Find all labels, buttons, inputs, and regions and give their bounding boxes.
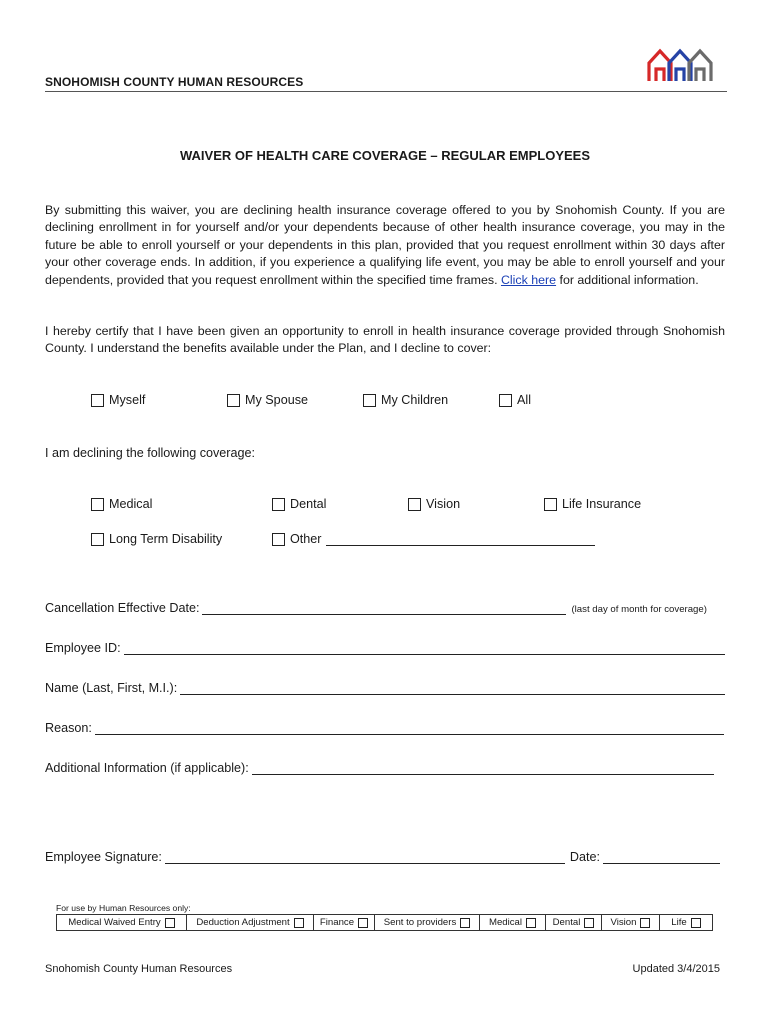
checkbox-other[interactable] <box>272 532 595 546</box>
checkbox-box[interactable] <box>408 498 421 511</box>
hr-cell-medical-waived-entry[interactable]: Medical Waived Entry <box>57 915 187 930</box>
organization-name: SNOHOMISH COUNTY HUMAN RESOURCES <box>45 75 304 89</box>
checkbox-my-children[interactable] <box>363 393 448 407</box>
checkbox-medical[interactable] <box>91 497 152 511</box>
name-row <box>45 681 725 695</box>
hr-cell-vision[interactable]: Vision <box>602 915 660 930</box>
hr-checkbox[interactable] <box>165 918 175 928</box>
hr-cell-dental[interactable]: Dental <box>546 915 602 930</box>
footer-updated-date: Updated 3/4/2015 <box>632 963 720 975</box>
additional-info-row <box>45 761 714 775</box>
hr-cell-finance[interactable]: Finance <box>314 915 375 930</box>
reason-row <box>45 721 724 735</box>
employee-id-label: Employee ID: <box>45 641 121 655</box>
checkbox-label: Long Term Disability <box>109 532 223 546</box>
cancellation-date-hint: (last day of month for coverage) <box>571 604 707 615</box>
hr-checkbox[interactable] <box>460 918 470 928</box>
checkbox-box[interactable] <box>544 498 557 511</box>
additional-info-label: Additional Information (if applicable): <box>45 761 249 775</box>
checkbox-label: Myself <box>109 393 146 407</box>
checkbox-label: Medical <box>109 497 153 511</box>
hr-checkbox[interactable] <box>526 918 536 928</box>
checkbox-box[interactable] <box>272 533 285 546</box>
other-input-line[interactable] <box>326 532 595 546</box>
checkbox-long-term-disability[interactable] <box>91 532 222 546</box>
checkbox-box[interactable] <box>363 394 376 407</box>
hr-cell-sent-to-providers[interactable]: Sent to providers <box>375 915 480 930</box>
intro-text: By submitting this waiver, you are declining health insurance coverage offered to you by Snohomish County. If you are declining enrollment in for yourself and/or your dependents because of other health insurance coverage, you may in the future be able to enroll yourself or your dependents in this plan, provided that you request enrollment within 30 days after your other coverage ends. In addition, if you experience a qualifying life event, you may be able to enroll yourself and your dependents, provided that you request enrollment within the specified time frames. <box>45 203 725 287</box>
checkbox-box[interactable] <box>272 498 285 511</box>
form-title: WAIVER OF HEALTH CARE COVERAGE – REGULAR EMPLOYEES <box>179 148 591 163</box>
date-label: Date: <box>569 850 601 864</box>
name-input[interactable] <box>180 681 725 695</box>
header-divider <box>45 91 727 92</box>
checkbox-vision[interactable] <box>408 497 460 511</box>
name-label: Name (Last, First, M.I.): <box>45 681 178 695</box>
signature-label: Employee Signature: <box>45 850 162 864</box>
checkbox-box[interactable] <box>227 394 240 407</box>
signature-row <box>45 850 720 864</box>
cancellation-date-input[interactable] <box>202 601 566 615</box>
click-here-link[interactable]: Click here <box>500 272 557 287</box>
checkbox-box[interactable] <box>91 533 104 546</box>
employee-id-row <box>45 641 725 655</box>
checkbox-all[interactable] <box>499 393 531 407</box>
reason-label: Reason: <box>45 721 92 735</box>
checkbox-myself[interactable] <box>91 393 145 407</box>
certify-paragraph: I hereby certify that I have been given an opportunity to enroll in health insurance coverage provided through Snohomish County. I understand the benefits available under the Plan, and I decline to cover: <box>45 324 725 356</box>
checkbox-life-insurance[interactable] <box>544 497 641 511</box>
checkbox-my-spouse[interactable] <box>227 393 308 407</box>
hr-checkbox[interactable] <box>584 918 594 928</box>
hr-cell-life[interactable]: Life <box>660 915 712 930</box>
hr-use-table <box>56 914 713 931</box>
checkbox-box[interactable] <box>91 394 104 407</box>
checkbox-label: Other <box>290 532 322 546</box>
signature-input[interactable] <box>165 850 565 864</box>
reason-input[interactable] <box>95 721 724 735</box>
checkbox-label: Life Insurance <box>562 497 642 511</box>
checkbox-label: My Spouse <box>245 393 308 407</box>
checkbox-box[interactable] <box>499 394 512 407</box>
county-logo-houses-icon <box>645 47 717 83</box>
hr-checkbox[interactable] <box>640 918 650 928</box>
intro-paragraph <box>45 202 725 289</box>
checkbox-label: Vision <box>426 497 461 511</box>
hr-cell-medical[interactable]: Medical <box>480 915 546 930</box>
checkbox-dental[interactable] <box>272 497 326 511</box>
hr-cell-deduction-adjustment[interactable]: Deduction Adjustment <box>187 915 314 930</box>
checkbox-label: All <box>517 393 531 407</box>
cancellation-date-label: Cancellation Effective Date: <box>45 601 200 615</box>
additional-info-input[interactable] <box>252 761 714 775</box>
hr-checkbox[interactable] <box>294 918 304 928</box>
cancellation-date-row <box>45 601 707 615</box>
hr-use-label: For use by Human Resources only: <box>56 903 191 913</box>
coverage-intro: I am declining the following coverage: <box>45 446 256 460</box>
footer-left: Snohomish County Human Resources <box>45 963 233 975</box>
intro-text-end: for additional information. <box>556 272 699 287</box>
checkbox-label: My Children <box>381 393 449 407</box>
signature-date-input[interactable] <box>603 850 720 864</box>
checkbox-label: Dental <box>290 497 327 511</box>
hr-checkbox[interactable] <box>358 918 368 928</box>
hr-checkbox[interactable] <box>691 918 701 928</box>
employee-id-input[interactable] <box>124 641 725 655</box>
checkbox-box[interactable] <box>91 498 104 511</box>
